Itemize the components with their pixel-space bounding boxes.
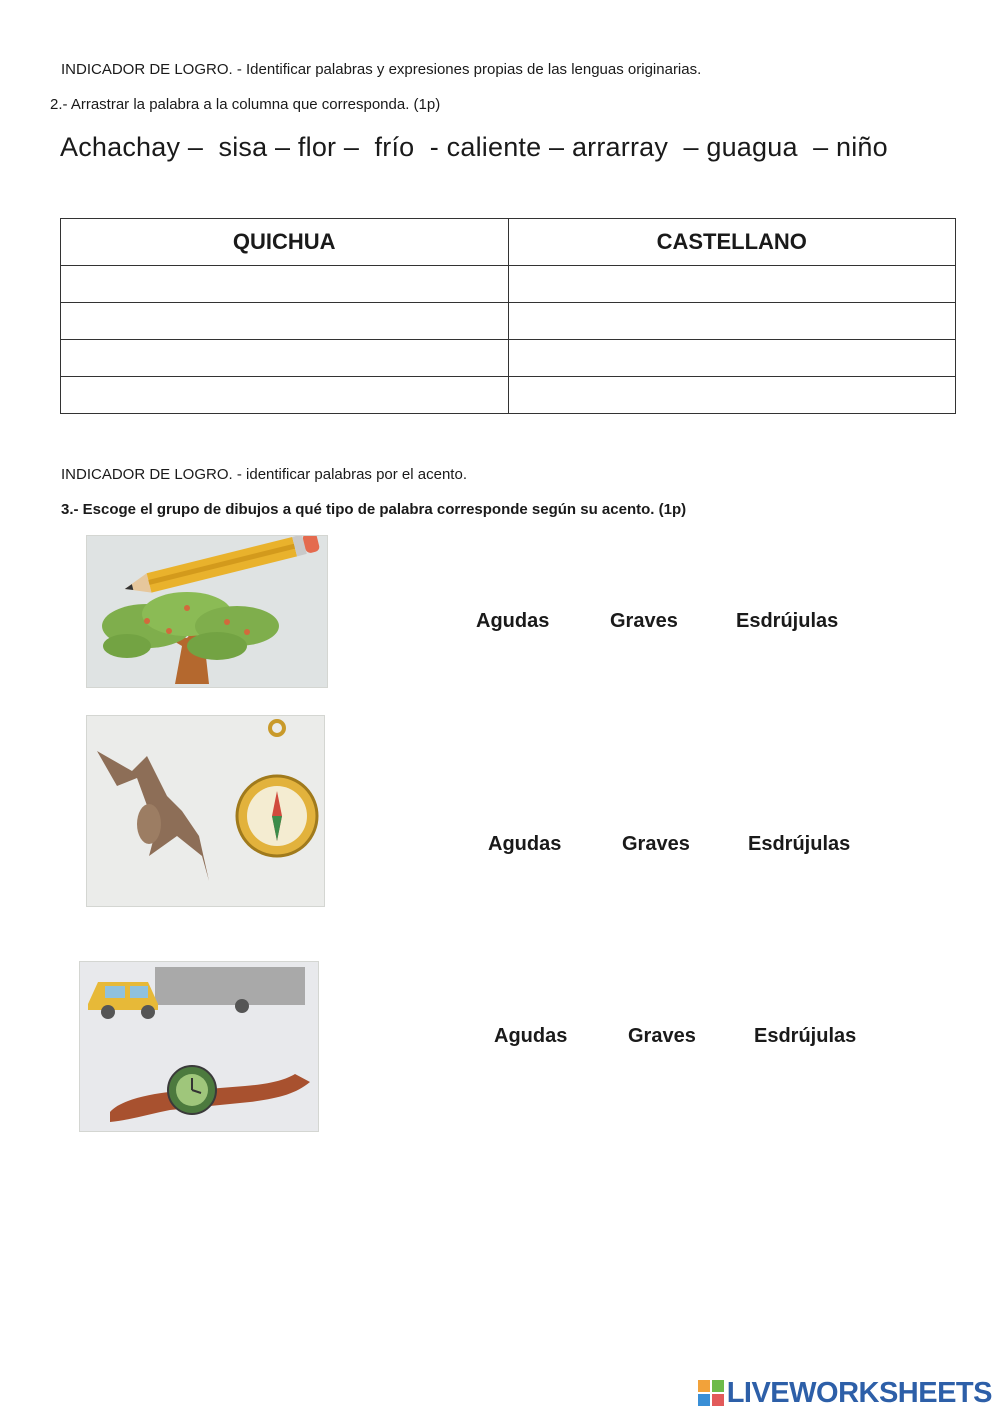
drop-cell-quichua[interactable] [61,377,509,414]
table-row [61,266,956,303]
word-bank[interactable]: Achachay – sisa – flor – frío - caliente – arrarray – guagua – niño [60,132,888,162]
table-row [61,303,956,340]
drop-cell-quichua[interactable] [61,266,509,303]
option-graves[interactable]: Graves [622,833,690,855]
table-row [61,340,956,377]
option-agudas[interactable]: Agudas [488,833,562,855]
watch-icon [80,962,318,1131]
picture-group-2 [86,715,325,907]
table-row [61,377,956,414]
logo-text: LIVEWORKSHEETS [726,1376,992,1409]
column-header-castellano: CASTELLANO [508,219,956,266]
picture-group-3 [79,961,319,1132]
option-graves[interactable]: Graves [610,610,678,632]
drop-cell-castellano[interactable] [508,266,956,303]
compass-icon [87,716,324,906]
drop-cell-quichua[interactable] [61,303,509,340]
drop-cell-castellano[interactable] [508,303,956,340]
liveworksheets-mark-icon [698,1380,724,1406]
picture-group-1 [86,535,328,688]
column-header-quichua: QUICHUA [61,219,509,266]
indicator-text: INDICADOR DE LOGRO. - Identificar palabras y expresiones propias de las lenguas originarias. [61,61,702,78]
option-graves[interactable]: Graves [628,1025,696,1047]
option-esdrujulas[interactable]: Esdrújulas [748,833,851,855]
drop-cell-castellano[interactable] [508,377,956,414]
liveworksheets-logo [698,1376,992,1410]
option-agudas[interactable]: Agudas [494,1025,568,1047]
option-agudas[interactable]: Agudas [476,610,550,632]
classification-table [60,218,956,414]
tree-icon [87,536,327,687]
instruction-3: 3.- Escoge el grupo de dibujos a qué tipo de palabra corresponde según su acento. (1p) [61,501,687,518]
option-esdrujulas[interactable]: Esdrújulas [736,610,839,632]
drop-cell-castellano[interactable] [508,340,956,377]
indicator-text: INDICADOR DE LOGRO. - identificar palabras por el acento. [61,466,467,483]
drop-cell-quichua[interactable] [61,340,509,377]
option-esdrujulas[interactable]: Esdrújulas [754,1025,857,1047]
instruction-2: 2.- Arrastrar la palabra a la columna que corresponda. (1p) [50,96,441,113]
